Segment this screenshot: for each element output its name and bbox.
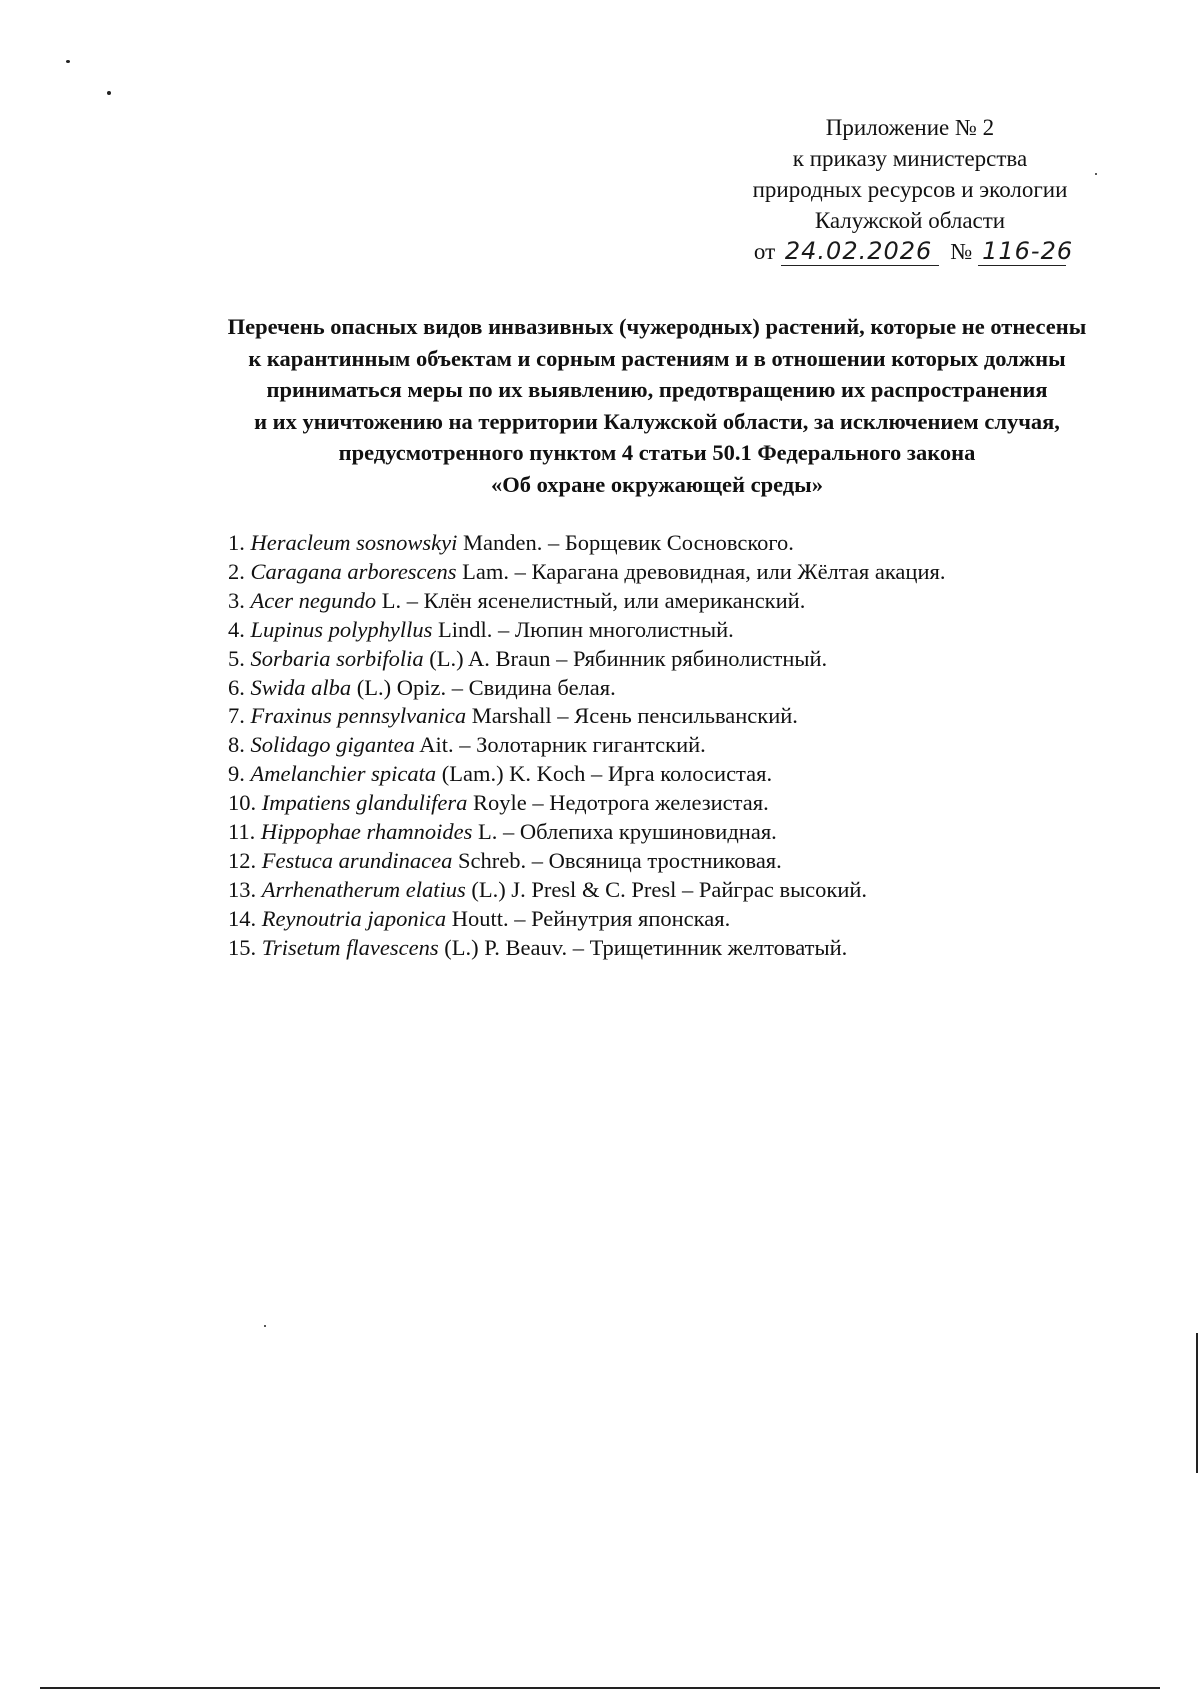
list-item: [228, 645, 945, 674]
item-description: Schreb. – Овсяница тростниковая.: [452, 847, 782, 873]
latin-name: Solidago gigantea: [250, 732, 415, 758]
item-description: Lindl. – Люпин многолистный.: [432, 616, 734, 642]
item-description: (L.) J. Presl & C. Presl – Райграс высокий.: [465, 876, 868, 902]
list-item: [228, 587, 945, 616]
item-number: 11.: [228, 819, 256, 845]
item-number: 6.: [228, 674, 245, 700]
item-number: 8.: [228, 732, 245, 758]
order-date-number-line: [700, 236, 1120, 267]
item-number: 4.: [228, 616, 245, 642]
scan-speck: [107, 91, 111, 95]
latin-name: Amelanchier spicata: [250, 761, 437, 787]
title-line: «Об охране окружающей среды»: [490, 471, 823, 497]
species-list: [228, 529, 945, 963]
latin-name: Caragana arborescens: [250, 558, 457, 584]
appendix-region: Калужской области: [814, 208, 1006, 233]
title-line: приниматься меры по их выявлению, предотвращению их распространения: [266, 377, 1048, 402]
date-prefix: от: [753, 239, 776, 264]
title-line: Перечень опасных видов инвазивных (чужеродных) растений, которые не отнесены: [227, 314, 1087, 339]
latin-name: Swida alba: [250, 674, 352, 700]
appendix-number: Приложение № 2: [825, 115, 995, 140]
item-description: (L.) P. Beauv. – Трищетинник желтоватый.: [438, 934, 848, 960]
item-description: Marshall – Ясень пенсильванский.: [466, 703, 798, 729]
item-description: Manden. – Борщевик Сосновского.: [457, 530, 794, 555]
list-item: [228, 934, 945, 963]
list-item: [228, 731, 945, 760]
appendix-order-ref: к приказу министерства: [792, 146, 1028, 171]
handwritten-date: 24.02.2026: [784, 237, 933, 265]
item-number: 12.: [228, 847, 257, 873]
latin-name: Acer negundo: [250, 587, 377, 613]
list-item: [228, 558, 945, 587]
item-description: (L.) Opiz. – Свидина белая.: [351, 674, 616, 700]
latin-name: Lupinus polyphyllus: [250, 616, 433, 642]
item-number: 7.: [228, 703, 245, 729]
item-description: Lam. – Карагана древовидная, или Жёлтая акация.: [456, 558, 946, 584]
list-item: [228, 876, 945, 905]
item-number: 1.: [228, 530, 245, 555]
title-line: предусмотренного пунктом 4 статьи 50.1 Федерального закона: [338, 440, 976, 465]
order-date-field: [781, 238, 939, 266]
item-number: 2.: [228, 558, 245, 584]
latin-name: Festuca arundinacea: [261, 847, 453, 873]
title-line: и их уничтожению на территории Калужской области, за исключением случая,: [254, 408, 1060, 434]
list-item: [228, 847, 945, 876]
item-number: 9.: [228, 761, 245, 787]
list-item: [228, 760, 945, 789]
order-number-field: [978, 237, 1074, 266]
scan-speck: [66, 60, 70, 63]
item-number: 13.: [228, 876, 257, 902]
list-item: [228, 818, 945, 847]
latin-name: Arrhenatherum elatius: [261, 876, 466, 902]
list-item: [228, 905, 945, 934]
list-item: [228, 616, 945, 645]
item-number: 10.: [228, 790, 257, 816]
item-number: 15.: [228, 934, 257, 960]
latin-name: Heracleum sosnowskyi: [250, 530, 458, 555]
latin-name: Sorbaria sorbifolia: [250, 645, 424, 671]
number-prefix: №: [950, 239, 973, 264]
list-item: [228, 789, 945, 818]
latin-name: Trisetum flavescens: [261, 934, 439, 960]
list-item: [228, 674, 945, 703]
title-line: к карантинным объектам и сорным растениям и в отношении которых должны: [248, 345, 1066, 371]
item-description: L. – Облепиха крушиновидная.: [472, 819, 777, 845]
list-item: [228, 529, 945, 558]
scan-speck: [264, 1325, 266, 1327]
item-number: 3.: [228, 587, 245, 613]
list-item: [228, 702, 945, 731]
item-description: Houtt. – Рейнутрия японская.: [446, 905, 731, 931]
latin-name: Hippophae rhamnoides: [260, 819, 473, 845]
scan-bottom-line: [40, 1687, 1160, 1689]
scan-edge-line: [1196, 1333, 1198, 1473]
item-description: Royle – Недотрога железистая.: [467, 790, 769, 816]
item-number: 14.: [228, 905, 257, 931]
item-description: (L.) A. Braun – Рябинник рябинолистный.: [423, 645, 828, 671]
appendix-ministry: природных ресурсов и экологии: [752, 177, 1068, 202]
appendix-header: [700, 112, 1120, 267]
document-title: [120, 311, 1194, 500]
item-description: L. – Клён ясенелистный, или американский.: [376, 587, 806, 613]
latin-name: Impatiens glandulifera: [261, 790, 468, 816]
item-description: Ait. – Золотарник гигантский.: [414, 732, 706, 758]
latin-name: Fraxinus pennsylvanica: [250, 703, 467, 729]
item-number: 5.: [228, 645, 245, 671]
item-description: (Lam.) K. Koch – Ирга колосистая.: [436, 761, 773, 787]
latin-name: Reynoutria japonica: [261, 905, 447, 931]
handwritten-number: 116-26: [982, 237, 1074, 265]
